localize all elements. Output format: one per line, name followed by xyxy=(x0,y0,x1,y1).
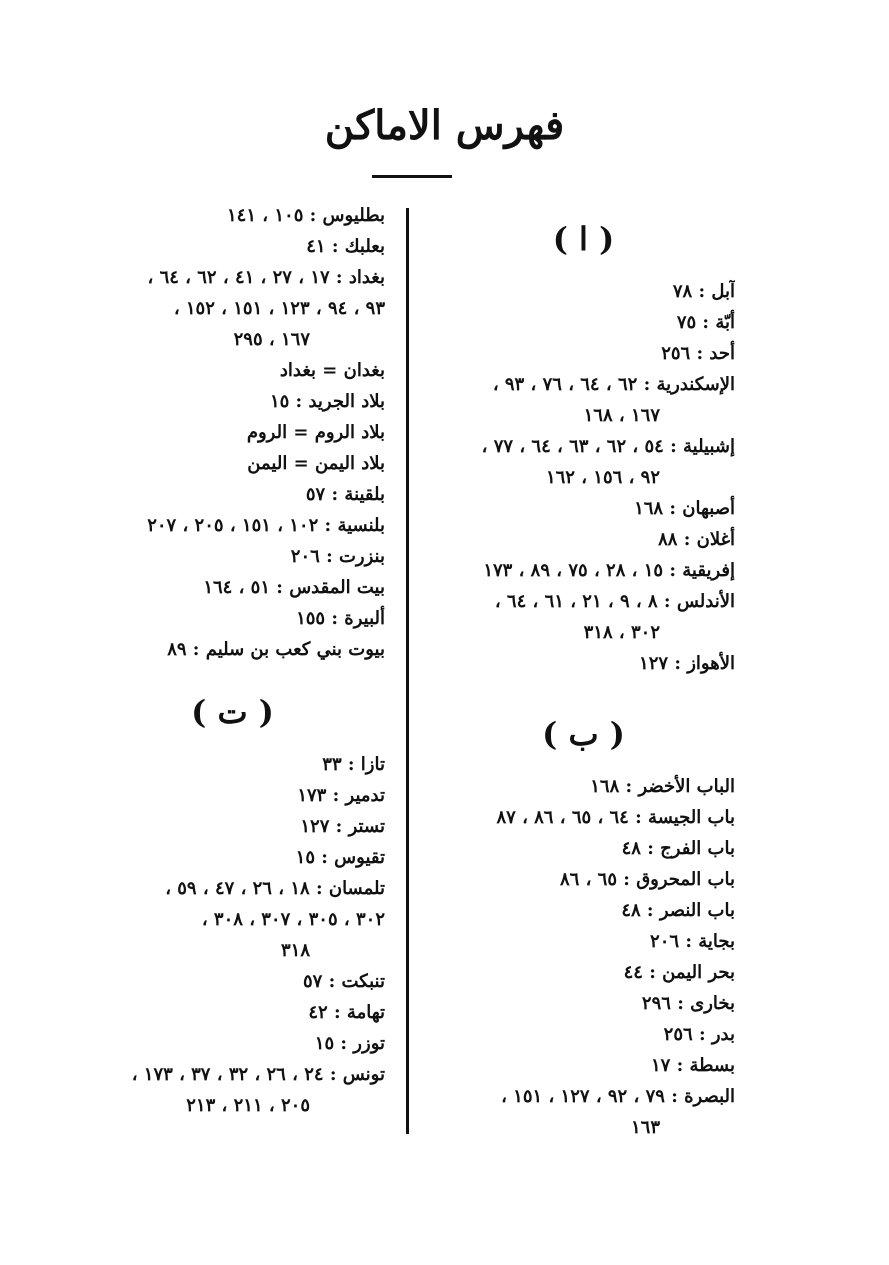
index-entry xyxy=(80,997,385,1028)
entry-line: بلاد اليمن = اليمن xyxy=(247,453,385,474)
entry-line: بيوت بني كعب بن سليم : ٨٩ xyxy=(167,639,385,660)
page-title: فهرس الاماكن xyxy=(324,102,565,149)
index-entry xyxy=(432,1081,735,1143)
index-entry xyxy=(80,355,385,386)
entry-continuation-line: ١٦٧ ، ٢٩٥ xyxy=(233,329,310,350)
entry-line: بغدان = بغداد xyxy=(279,360,385,381)
column-divider xyxy=(406,208,409,1134)
entry-list-ta xyxy=(80,749,385,1121)
entry-line: إفريقية : ١٥ ، ٢٨ ، ٧٥ ، ٨٩ ، ١٧٣ xyxy=(483,560,735,581)
index-entry xyxy=(432,833,735,864)
entry-line: الباب الأخضر : ١٦٨ xyxy=(590,776,735,797)
entry-line: بغداد : ١٧ ، ٢٧ ، ٤١ ، ٦٢ ، ٦٤ ، xyxy=(147,267,385,288)
entry-line: تازا : ٣٣ xyxy=(322,754,385,775)
entry-line: بنزرت : ٢٠٦ xyxy=(290,546,385,567)
entry-continuation-line: ٣١٨ xyxy=(280,940,310,961)
entry-line: بجاية : ٢٠٦ xyxy=(650,931,735,952)
index-entry xyxy=(432,1050,735,1081)
index-entry xyxy=(80,873,385,966)
index-entry xyxy=(432,338,735,369)
index-entry xyxy=(80,842,385,873)
index-entry xyxy=(80,231,385,262)
index-entry xyxy=(432,802,735,833)
entry-continuation-line: ٣٠٢ ، ٣٠٥ ، ٣٠٧ ، ٣٠٨ ، xyxy=(201,909,385,930)
entry-line: أغلان : ٨٨ xyxy=(658,529,735,550)
entry-line: آبل : ٧٨ xyxy=(672,281,735,302)
entry-line: بحر اليمن : ٤٤ xyxy=(623,962,735,983)
entry-line: باب الفرج : ٤٨ xyxy=(621,838,735,859)
index-entry xyxy=(80,1059,385,1121)
index-entry xyxy=(80,200,385,231)
index-entry xyxy=(432,586,735,648)
entry-line: بعلبك : ٤١ xyxy=(306,236,385,257)
entry-line: الأهواز : ١٢٧ xyxy=(639,653,735,674)
index-entry xyxy=(80,634,385,665)
index-entry xyxy=(432,369,735,431)
index-entry xyxy=(432,771,735,802)
index-entry xyxy=(432,555,735,586)
index-entry xyxy=(80,749,385,780)
entry-line: باب النصر : ٤٨ xyxy=(621,900,735,921)
index-entry xyxy=(432,988,735,1019)
entry-line: بطليوس : ١٠٥ ، ١٤١ xyxy=(227,205,385,226)
index-entry xyxy=(80,386,385,417)
entry-line: أحد : ٢٥٦ xyxy=(661,343,735,364)
index-entry xyxy=(80,262,385,355)
entry-line: تنبكت : ٥٧ xyxy=(302,971,385,992)
entry-line: بلقينة : ٥٧ xyxy=(305,484,385,505)
index-entry xyxy=(432,895,735,926)
title-rule xyxy=(372,175,452,178)
index-entry xyxy=(432,648,735,679)
entry-line: أبّة : ٧٥ xyxy=(676,312,735,333)
section-heading-ba: ( ب ) xyxy=(542,715,625,753)
entry-continuation-line: ١٦٧ ، ١٦٨ xyxy=(583,405,660,426)
section-heading-ta: ( ت ) xyxy=(191,693,274,731)
left-column xyxy=(80,200,385,1121)
index-entry xyxy=(432,926,735,957)
entry-continuation-line: ٩٣ ، ٩٤ ، ١٢٣ ، ١٥١ ، ١٥٢ ، xyxy=(173,298,385,319)
index-entry xyxy=(80,811,385,842)
entry-continuation-line: ٩٢ ، ١٥٦ ، ١٦٢ xyxy=(545,467,660,488)
entry-line: باب الجيسة : ٦٤ ، ٦٥ ، ٨٦ ، ٨٧ xyxy=(496,807,735,828)
entry-line: تقيوس : ١٥ xyxy=(295,847,385,868)
index-entry xyxy=(432,864,735,895)
entry-continuation-line: ١٦٣ xyxy=(630,1117,660,1138)
index-entry xyxy=(432,524,735,555)
entry-line: الإسكندرية : ٦٢ ، ٦٤ ، ٧٦ ، ٩٣ ، xyxy=(492,374,735,395)
index-entry xyxy=(80,572,385,603)
entry-line: بلاد الروم = الروم xyxy=(246,422,385,443)
index-entry xyxy=(432,307,735,338)
entry-line: بدر : ٢٥٦ xyxy=(663,1024,735,1045)
entry-line: تدمير : ١٧٣ xyxy=(297,785,385,806)
entry-line: باب المحروق : ٦٥ ، ٨٦ xyxy=(559,869,735,890)
entry-line: تلمسان : ١٨ ، ٢٦ ، ٤٧ ، ٥٩ ، xyxy=(165,878,385,899)
entry-line: ألبيرة : ١٥٥ xyxy=(296,608,385,629)
entry-line: توزر : ١٥ xyxy=(314,1033,385,1054)
index-entry xyxy=(80,541,385,572)
index-entry xyxy=(80,479,385,510)
entry-line: الأندلس : ٨ ، ٩ ، ٢١ ، ٦١ ، ٦٤ ، xyxy=(494,591,735,612)
index-entry xyxy=(432,431,735,493)
entry-continuation-line: ٣٠٢ ، ٣١٨ xyxy=(583,622,660,643)
index-entry xyxy=(80,417,385,448)
entry-line: تهامة : ٤٢ xyxy=(308,1002,385,1023)
entry-list-alif xyxy=(432,276,735,679)
section-heading-alif: ( ا ) xyxy=(552,220,615,258)
index-entry xyxy=(80,966,385,997)
entry-continuation-line: ٢٠٥ ، ٢١١ ، ٢١٣ xyxy=(186,1095,310,1116)
entry-line: تونس : ٢٤ ، ٢٦ ، ٣٢ ، ٣٧ ، ١٧٣ ، xyxy=(131,1064,385,1085)
entry-line: بيت المقدس : ٥١ ، ١٦٤ xyxy=(203,577,385,598)
index-entry xyxy=(80,1028,385,1059)
index-entry xyxy=(80,603,385,634)
entry-line: بسطة : ١٧ xyxy=(650,1055,735,1076)
entry-list-ba-part2 xyxy=(80,200,385,665)
entry-list-ba-part1 xyxy=(432,771,735,1143)
entry-line: بلاد الجريد : ١٥ xyxy=(269,391,385,412)
entry-line: البصرة : ٧٩ ، ٩٢ ، ١٢٧ ، ١٥١ ، xyxy=(501,1086,735,1107)
entry-line: تستر : ١٢٧ xyxy=(300,816,385,837)
index-entry xyxy=(432,957,735,988)
right-column xyxy=(432,214,735,1143)
entry-line: أصبهان : ١٦٨ xyxy=(634,498,735,519)
index-entry xyxy=(80,780,385,811)
index-entry xyxy=(432,493,735,524)
index-entry xyxy=(80,510,385,541)
entry-line: إشبيلية : ٥٤ ، ٦٢ ، ٦٣ ، ٦٤ ، ٧٧ ، xyxy=(481,436,735,457)
index-entry xyxy=(80,448,385,479)
index-entry xyxy=(432,276,735,307)
entry-line: بخارى : ٢٩٦ xyxy=(641,993,735,1014)
index-entry xyxy=(432,1019,735,1050)
entry-line: بلنسية : ١٠٢ ، ١٥١ ، ٢٠٥ ، ٢٠٧ xyxy=(147,515,385,536)
